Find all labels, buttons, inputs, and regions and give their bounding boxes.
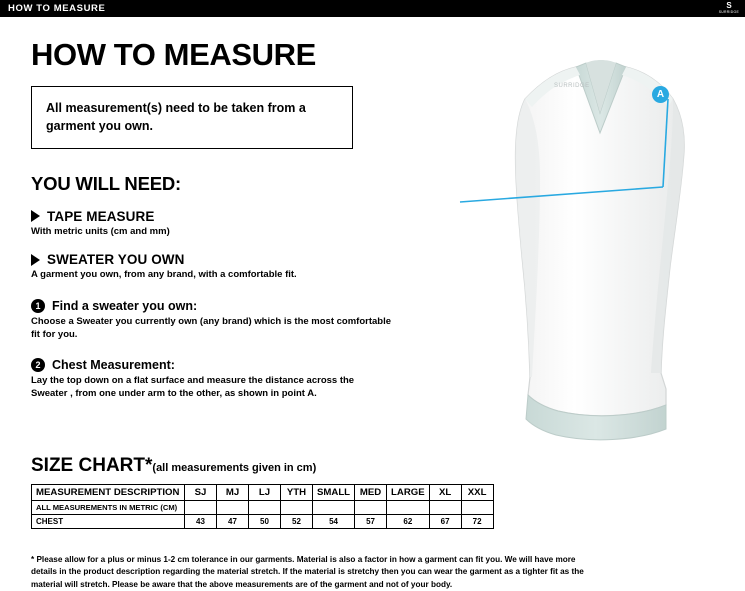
header-mj: MJ xyxy=(217,485,249,501)
step-body: Choose a Sweater you currently own (any brand) which is the most comfortable fit for you. xyxy=(31,316,392,341)
cell: 43 xyxy=(185,515,217,529)
size-chart-head xyxy=(32,485,494,501)
cell: 67 xyxy=(429,515,461,529)
cell: 52 xyxy=(281,515,313,529)
step-head xyxy=(31,358,451,372)
brand-sub-label: SURRIDGE xyxy=(718,10,739,15)
step-1 xyxy=(31,299,451,342)
size-chart-body xyxy=(32,501,494,529)
step-number-badge: 1 xyxy=(31,299,45,313)
need-item-head xyxy=(31,252,451,267)
brand-mark: S xyxy=(726,1,732,11)
cell xyxy=(461,501,493,515)
table-header-row xyxy=(32,485,494,501)
size-chart-title-main: SIZE CHART* xyxy=(31,455,153,476)
step-title: Find a sweater you own: xyxy=(52,299,198,314)
measurement-callout: All measurement(s) need to be taken from a garment you own. xyxy=(31,86,353,149)
header-yth: YTH xyxy=(281,485,313,501)
cell: 50 xyxy=(249,515,281,529)
step-body: Lay the top down on a flat surface and measure the distance across the Sweater , from one under arm to the other, as shown in point A. xyxy=(31,375,355,399)
need-item-sweater xyxy=(31,252,451,281)
size-chart-table xyxy=(31,484,494,529)
cell xyxy=(355,501,387,515)
cell xyxy=(217,501,249,515)
size-chart-section xyxy=(31,455,721,529)
header-xl: XL xyxy=(429,485,461,501)
triangle-bullet-icon xyxy=(31,254,40,266)
cell: 47 xyxy=(217,515,249,529)
cell xyxy=(387,501,430,515)
table-row xyxy=(32,515,494,529)
header-lj: LJ xyxy=(249,485,281,501)
need-item-head xyxy=(31,209,451,224)
step-head xyxy=(31,299,451,313)
size-chart-title-note: (all measurements given in cm) xyxy=(152,462,317,474)
page-content xyxy=(0,17,745,589)
cell: 62 xyxy=(387,515,430,529)
garment-logo-text: SURRIDGE xyxy=(554,83,590,89)
header-med: MED xyxy=(355,485,387,501)
need-item-label: TAPE MEASURE xyxy=(47,208,155,224)
top-bar xyxy=(0,0,745,17)
cell xyxy=(249,501,281,515)
cell xyxy=(185,501,217,515)
cell xyxy=(313,501,355,515)
header-large: LARGE xyxy=(387,485,430,501)
header-small: SMALL xyxy=(313,485,355,501)
you-will-need-heading: YOU WILL NEED: xyxy=(31,172,181,194)
cell: 54 xyxy=(313,515,355,529)
table-row xyxy=(32,501,494,515)
header-xxl: XXL xyxy=(461,485,493,501)
brand-logo xyxy=(719,2,739,14)
cell xyxy=(281,501,313,515)
size-chart-footnote: * Please allow for a plus or minus 1-2 cm tolerance in our garments. Material is also a factor in how a garment can fit you. We will have more details in the product description regarding the material stretch. If the material is stretchy then you can wear the garment as a tighter fit as the material will stretch. Please be aware that the above measurements are of the garment and not of your body. xyxy=(31,555,584,589)
header-measurement-description: MEASUREMENT DESCRIPTION xyxy=(32,485,185,501)
page-title: HOW TO MEASURE xyxy=(31,37,316,72)
marker-a: A xyxy=(652,86,669,103)
cell: 72 xyxy=(461,515,493,529)
row-label: CHEST xyxy=(32,515,185,529)
header-sj: SJ xyxy=(185,485,217,501)
triangle-bullet-icon xyxy=(31,210,40,222)
top-bar-title: HOW TO MEASURE xyxy=(8,3,106,14)
garment-illustration xyxy=(430,37,730,457)
row-label: ALL MEASUREMENTS IN METRIC (CM) xyxy=(32,501,185,515)
need-item-tape-measure xyxy=(31,209,451,238)
step-title: Chest Measurement: xyxy=(52,358,175,373)
cell xyxy=(429,501,461,515)
step-number-badge: 2 xyxy=(31,358,45,372)
need-item-sub: A garment you own, from any brand, with a comfortable fit. xyxy=(31,269,297,281)
need-item-label: SWEATER YOU OWN xyxy=(47,252,185,268)
step-2 xyxy=(31,358,451,401)
sweater-vest-graphic xyxy=(430,37,730,457)
size-chart-title xyxy=(31,455,721,477)
left-column xyxy=(31,39,451,415)
need-item-sub: With metric units (cm and mm) xyxy=(31,225,170,237)
cell: 57 xyxy=(355,515,387,529)
